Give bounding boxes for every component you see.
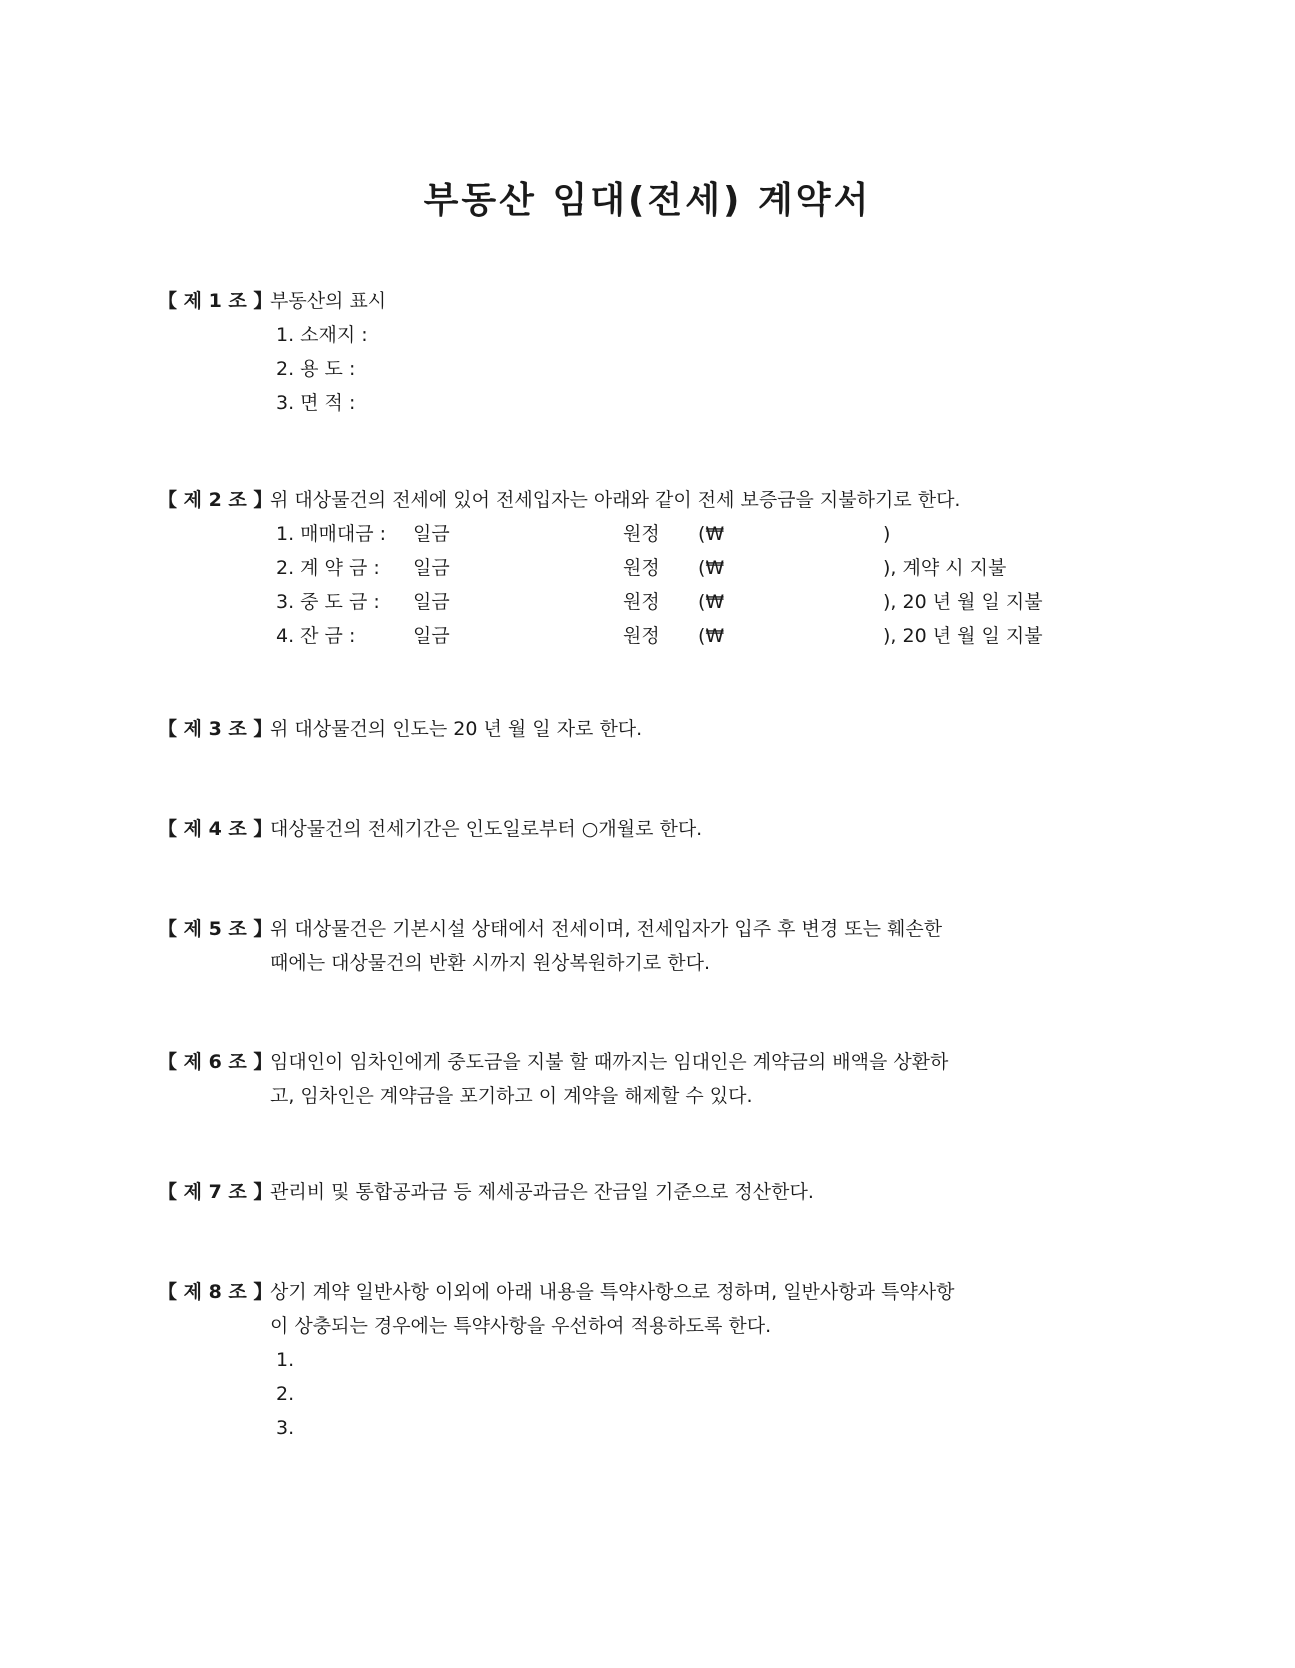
payment-amount: 일금 bbox=[413, 523, 450, 545]
payment-unit: 원정 bbox=[623, 557, 660, 579]
article-label: 【 제 6 조 】 bbox=[158, 1051, 273, 1073]
payment-amount: 일금 bbox=[413, 557, 450, 579]
payment-won: (₩ bbox=[698, 557, 725, 579]
article-label: 【 제 5 조 】 bbox=[158, 918, 273, 940]
document-title: 부동산 임대(전세) 계약서 bbox=[423, 180, 872, 221]
article-text: 임대인이 임차인에게 중도금을 지불 할 때까지는 임대인은 계약금의 배액을 상환하 bbox=[270, 1051, 949, 1073]
article-text: 위 대상물건의 전세에 있어 전세입자는 아래와 같이 전세 보증금을 지불하기로 한다. bbox=[270, 489, 961, 511]
special-item-1: 1. bbox=[276, 1349, 295, 1371]
article-text: 관리비 및 통합공과금 등 제세공과금은 잔금일 기준으로 정산한다. bbox=[270, 1181, 814, 1203]
article-label: 【 제 2 조 】 bbox=[158, 489, 273, 511]
payment-amount: 일금 bbox=[413, 591, 450, 613]
article-text: 상기 계약 일반사항 이외에 아래 내용을 특약사항으로 정하며, 일반사항과 특약사항 bbox=[270, 1281, 955, 1303]
payment-name: 1. 매매대금 : bbox=[276, 523, 387, 545]
payment-won: (₩ bbox=[698, 591, 725, 613]
article-text: 위 대상물건은 기본시설 상태에서 전세이며, 전세입자가 입주 후 변경 또는 훼손한 bbox=[270, 918, 943, 940]
payment-name: 3. 중 도 금 : bbox=[276, 591, 380, 613]
payment-unit: 원정 bbox=[623, 625, 660, 647]
item-location: 1. 소재지 : bbox=[276, 324, 368, 346]
item-area: 3. 면 적 : bbox=[276, 392, 356, 414]
article-label: 【 제 8 조 】 bbox=[158, 1281, 273, 1303]
special-item-2: 2. bbox=[276, 1383, 295, 1405]
article-label: 【 제 4 조 】 bbox=[158, 818, 273, 840]
payment-name: 4. 잔 금 : bbox=[276, 625, 356, 647]
article-text: 대상물건의 전세기간은 인도일로부터 ○개월로 한다. bbox=[270, 818, 703, 840]
payment-name: 2. 계 약 금 : bbox=[276, 557, 380, 579]
article-text: 부동산의 표시 bbox=[270, 290, 387, 312]
article-label: 【 제 1 조 】 bbox=[158, 290, 273, 312]
payment-unit: 원정 bbox=[623, 523, 660, 545]
payment-unit: 원정 bbox=[623, 591, 660, 613]
item-usage: 2. 용 도 : bbox=[276, 358, 356, 380]
payment-tail: ), 20 년 월 일 지불 bbox=[883, 591, 1043, 613]
payment-tail: ), 계약 시 지불 bbox=[883, 557, 1007, 579]
article-text-cont: 고, 임차인은 계약금을 포기하고 이 계약을 해제할 수 있다. bbox=[270, 1085, 753, 1107]
payment-tail: ) bbox=[883, 523, 891, 545]
special-item-3: 3. bbox=[276, 1417, 295, 1439]
article-text: 위 대상물건의 인도는 20 년 월 일 자로 한다. bbox=[270, 718, 643, 740]
article-label: 【 제 3 조 】 bbox=[158, 718, 273, 740]
article-label: 【 제 7 조 】 bbox=[158, 1181, 273, 1203]
payment-amount: 일금 bbox=[413, 625, 450, 647]
payment-tail: ), 20 년 월 일 지불 bbox=[883, 625, 1043, 647]
article-text-cont: 이 상충되는 경우에는 특약사항을 우선하여 적용하도록 한다. bbox=[270, 1315, 772, 1337]
article-text-cont: 때에는 대상물건의 반환 시까지 원상복원하기로 한다. bbox=[270, 952, 711, 974]
payment-won: (₩ bbox=[698, 523, 725, 545]
payment-won: (₩ bbox=[698, 625, 725, 647]
